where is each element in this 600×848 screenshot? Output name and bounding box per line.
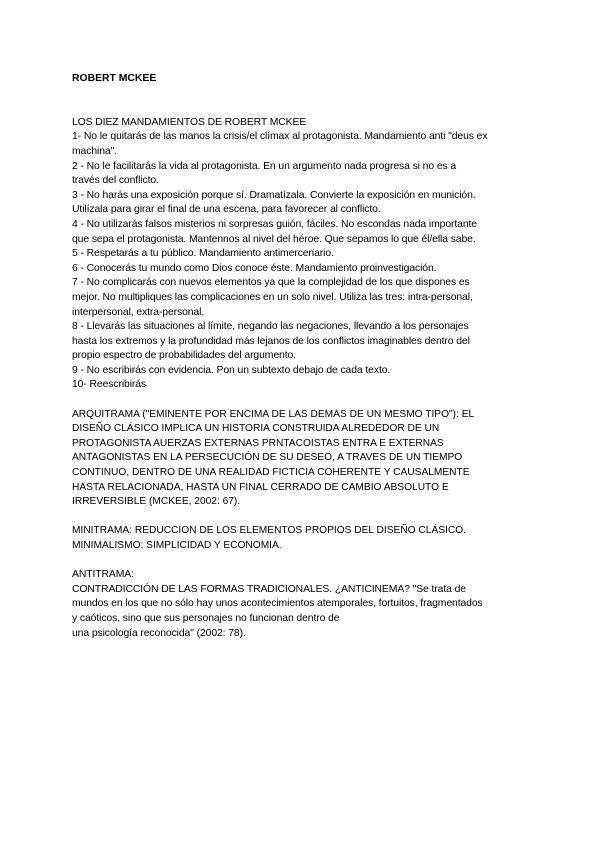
text-line: 10- Reescribirás <box>72 379 147 391</box>
blank-line <box>72 554 542 569</box>
text-line: propio espectro de probabilidades del argumento. <box>72 350 296 362</box>
text-line: MINITRAMA: REDUCCION DE LOS ELEMENTOS PROPIOS DEL DISEÑO CLÁSICO. <box>72 525 466 537</box>
text-line: 5 - Respetarás a tu público. Mandamiento antimercenario. <box>72 248 334 260</box>
text-line: ANTAGONISTAS EN LA PERSECUCIÓN DE SU DESEO, A TRAVES DE UN TIEMPO <box>72 452 463 464</box>
text-line: IRREVERSIBLE (MCKEE, 2002: 67). <box>72 496 241 508</box>
text-line: 2 - No le facilitarás la vida al protagonista. En un argumento nada progresa si no es a <box>72 160 457 172</box>
text-line: CONTRADICCIÓN DE LAS FORMAS TRADICIONALES. ¿ANTICINEMA? "Se trata de <box>72 583 466 595</box>
text-line: interpersonal, extra-personal. <box>72 306 205 318</box>
blank-line <box>72 101 542 116</box>
text-line: 7 - No complicarás con nuevos elementos ya que la complejidad de los que dispones es <box>72 277 470 289</box>
text-line: 4 - No utilizarás falsos misterios ni sorpresas guión, fáciles. No escondas nada importante <box>72 218 477 230</box>
text-line: 9 - No escribirás con evidencia. Pon un subtexto debajo de cada texto. <box>72 364 391 376</box>
text-line: HASTA RELACIONADA, HASTA UN FINAL CERRADO DE CAMBIO ABSOLUTO E <box>72 481 449 493</box>
text-line: través del conflicto. <box>72 175 159 187</box>
text-line: mejor. No multipliques las complicaciones en un solo nivel. Utiliza las tres: intra-personal, <box>72 291 473 303</box>
blank-line <box>72 510 542 525</box>
document-body <box>72 101 542 641</box>
text-line: Utilízala para girar el final de una escena, para favorecer al conflicto. <box>72 204 381 216</box>
text-line: machina". <box>72 145 117 157</box>
text-line: ARQUITRAMA ("EMINENTE POR ENCIMA DE LAS DEMAS DE UN MESMO TIPO"): EL <box>72 408 475 420</box>
text-line: 3 - No harás una exposición porque sí. Dramatízala. Convierte la exposición en munición. <box>72 189 476 201</box>
text-line: 6 - Conocerás tu mundo como Dios conoce éste. Mandamiento proinvestigación. <box>72 262 437 274</box>
text-line: CONTINUO, DENTRO DE UNA REALIDAD FICTICIA COHERENTE Y CAUSALMENTE <box>72 467 470 479</box>
blank-line <box>72 393 542 408</box>
text-line: DISEÑO CLÁSICO IMPLICA UN HISTORIA CONSTRUIDA ALREDEDOR DE UN <box>72 423 440 435</box>
document-page <box>72 72 542 641</box>
text-line: MINIMALISMO: SIMPLICIDAD Y ECONOMIA. <box>72 540 282 551</box>
text-line: 8 - Llevarás las situaciones al límite, negando las negaciones, llevando a los personajes <box>72 321 469 333</box>
text-line: ANTITRAMA: <box>72 569 134 581</box>
text-line: que sepa el protagonista. Mantennos al nivel del héroe. Que sepamos lo que él/ella sabe. <box>72 233 476 245</box>
text-line: una psicología reconocida" (2002: 78). <box>72 627 246 639</box>
text-line: mundos en los que no sólo hay unos acontecimientos atemporales, fortuitos, fragmentados <box>72 598 483 610</box>
text-line: y caóticos, sino que sus personajes no funcionan dentro de <box>72 612 340 624</box>
text-line: LOS DIEZ MANDAMIENTOS DE ROBERT MCKEE <box>72 116 307 128</box>
text-line: hasta los extremos y la profundidad más lejanos de los conflictos imaginables dentro del <box>72 335 470 347</box>
text-line: PROTAGONISTA AUERZAS EXTERNAS PRNTACOISTAS ENTRA E EXTERNAS <box>72 437 444 449</box>
document-title: ROBERT MCKEE <box>72 73 157 84</box>
text-line: 1- No le quitarás de las manos la crisis/el clímax al protagonista. Mandamiento anti "deus ex <box>72 131 488 143</box>
